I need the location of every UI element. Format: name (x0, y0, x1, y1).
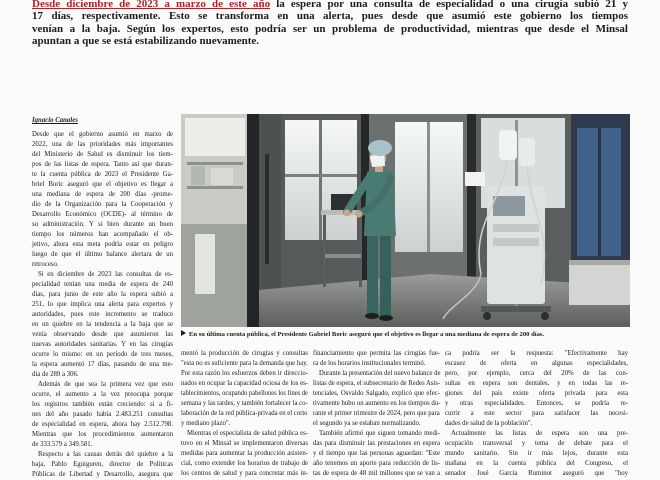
text-line: autoridades, pues este incremento se traduce (32, 311, 173, 318)
hospital-photo-image (181, 114, 630, 327)
text-line: y el tiempo que las personas aguardan: "Este (313, 450, 440, 457)
article-column-2 (181, 349, 308, 479)
text-line: ra de los horarios institucionales terminó. (313, 360, 426, 367)
text-line: mundo sanitario. Sin ir más lejos, durante esta (445, 450, 628, 457)
paragraph (32, 270, 173, 380)
text-line: tiempo los números han acompañado el ob- (32, 231, 173, 238)
text-line: dio de la Organización para la Cooperación y (32, 201, 173, 208)
text-line: 2022, una de las prioridades más importantes (32, 141, 173, 148)
text-line: medidas para aumentar la producción asisten- (181, 450, 308, 457)
text-line: listas de espera, el subsecretario de Redes Asis- (313, 380, 441, 387)
article-lead (32, 0, 628, 47)
byline: Ignacio Canales (32, 117, 78, 124)
text-line: pero, por ejemplo, cerca del 20% de las con- (445, 370, 628, 377)
paragraph (313, 429, 440, 479)
text-line: los centros de salud y para concretar más in- (181, 470, 308, 477)
paragraph (445, 429, 628, 479)
text-line: Si en diciembre de 2023 las consultas de es- (38, 271, 173, 278)
text-line: una mediana de espera de 200 días -prome- (32, 191, 173, 198)
text-line: año tenemos un aporte para reducción de lis- (313, 460, 440, 467)
paragraph (181, 429, 308, 479)
text-line: cial, como extender los horarios de trabajo de (181, 460, 308, 467)
text-line: nes del año pasado había 2.483.251 consultas (32, 411, 173, 418)
text-line: Por esta razón los esfuerzos deben ir direccio- (181, 370, 308, 377)
article-column-1 (32, 130, 173, 480)
text-line: ca podría ser la respuesta: "Efectivamente hay (445, 350, 628, 357)
text-line: También afirmó que siguen tomando medi- (319, 430, 440, 437)
paragraph (313, 369, 440, 429)
paragraph (32, 450, 173, 480)
text-line: jetivo, ahora esta meta podría estar en peligro (32, 241, 173, 248)
text-line: de 333.579 a 349.581. (32, 441, 93, 448)
lead-highlight: Desde diciembre de 2023 a marzo de este año (32, 0, 271, 10)
text-line: ocupación transversal y tema de debate para el (445, 440, 628, 447)
article-column-3 (313, 349, 440, 479)
lead-line: 17 días, respectivamente. Esto se transforma en una alerta, pues desde que asumió este gobierno los tiempos (32, 10, 628, 23)
lead-line: apuntan a que se está estabilizando nuevamente. (32, 34, 260, 47)
text-line: Públicas de Libertad y Desarrollo, asegura que (32, 471, 173, 478)
text-line: tablecimientos, ocupando pabellones los fines de (181, 390, 308, 397)
photo-caption (181, 330, 630, 339)
paragraph (32, 130, 173, 270)
text-line: del Ministerio de Salud es disminuir los tiem- (32, 151, 173, 158)
text-line: Durante la presentación del nuevo balance de (319, 370, 441, 377)
text-line: financiamiento que permita las cirugías fue- (313, 350, 440, 357)
text-line: "esta no es suficiente para la demanda que hay. (181, 360, 308, 367)
text-line: días, para junio de este año la espera subió a (32, 291, 173, 298)
text-line: Mientras el especialista de salud pública es- (187, 430, 308, 437)
text-line: tenciales, Osvaldo Salgado, explicó que efec- (313, 390, 440, 397)
text-line: rante el primer trimestre de 2024, pero que para (313, 410, 440, 417)
paragraph (32, 380, 173, 450)
text-line: currir a este sector para satisfacer las necesi- (445, 410, 628, 417)
text-line: 251, lo que implica una alerta para expertos y (32, 301, 173, 308)
text-line: Desarrollo Económico (OCDE)- al término de (32, 211, 173, 218)
text-line: Mientras que los procedimientos aumentaron (32, 431, 173, 438)
text-line: sultas en espera son dentales, y en todas las re- (445, 380, 628, 387)
text-line: y mediano plazo". (181, 420, 231, 427)
text-line: Respecto a las causas detrás del quiebre a la (38, 451, 173, 458)
text-line: de especialidad en espera, ahora hay 2.512.798. (32, 421, 173, 428)
text-line: nuevas autoridades sanitarias. Y en las cirugías (32, 341, 173, 348)
text-line: los registros también están creciendo: si a fi- (32, 401, 173, 408)
text-line: Desde que el gobierno asumió en marzo de (32, 131, 173, 138)
text-line: Además de que sea la primera vez que esto (38, 381, 173, 388)
text-line: das para disminuir las prestaciones en espera (313, 440, 440, 447)
text-line: dades de salud de la población". (445, 420, 533, 427)
text-line: tuvo en el Minsal se implementaron diversas (181, 440, 308, 447)
text-line: mentó la producción de cirugías y consultas (181, 350, 308, 357)
text-line: briel Boric aseguró que el objetivo es llegar a (32, 181, 173, 188)
caption-text: En su última cuenta pública, el Presidente Gabriel Boric aseguró que el objetivo es llegar a una mediana de espera de 200 días. (189, 331, 545, 338)
text-line: ocurre lo mismo: en un período de tres meses, (32, 351, 173, 358)
text-line: nados en ocupar la capacidad ociosa de los es- (181, 380, 308, 387)
caption-arrow-icon (181, 330, 186, 336)
article-photo (181, 114, 630, 327)
paragraph (313, 349, 440, 369)
text-line: baja, Pablo Eguiguren, director de Políticas (32, 461, 173, 468)
text-line: senador José García Ruminot aseguró que "hoy (445, 470, 628, 477)
text-line: la espera aumentó 17 días, pasando de una me- (32, 361, 173, 368)
text-line: escasez de oferta en algunas especialidades, (445, 360, 628, 367)
article-column-4 (445, 349, 628, 479)
text-line: ocurre, el aumento a la vez preocupa porque (32, 391, 173, 398)
text-line: retroceso. (32, 261, 59, 268)
lead-line-text: la espera por una consulta de especialidad o una cirugía subió 21 y (276, 0, 628, 10)
text-line: pecialidad tenían una media de espera de 240 (32, 281, 173, 288)
text-line: dia de 289 a 306. (32, 371, 79, 378)
paragraph (445, 349, 628, 429)
lead-line: venían a la baja. Según los expertos, esto podría ser un problema de productividad, mientras que desde el Minsal (32, 22, 628, 35)
text-line: el segundo ya se estaban normalizando. (313, 420, 421, 427)
text-line: Actualmente las listas de espera son una pre- (451, 430, 628, 437)
text-line: tivamente hubo un aumento en los tiempos du- (313, 400, 441, 407)
text-line: laboración de la red pública-privada en el corto (181, 410, 308, 417)
text-line: tas de espera de 48 mil millones que se van a (313, 470, 440, 477)
lead-line (32, 0, 628, 10)
text-line: su administración. Y si bien durante un buen (32, 221, 173, 228)
text-line: venía observando desde que asumieron las (32, 331, 173, 338)
text-line: y otras especialidades. Entonces, se podría re- (445, 400, 628, 407)
text-line: en un quiebre en la tendencia a la baja que se (32, 321, 173, 328)
text-line: mañana en la cuenta pública del Congreso, el (445, 460, 628, 467)
paragraph (181, 349, 308, 429)
text-line: semana y las tardes, y también fortalecer la co- (181, 400, 308, 407)
text-line: te la cuenta pública de 2023 el Presidente Ga- (32, 171, 173, 178)
text-line: giones del país existe oferta privada para esta (445, 390, 628, 397)
text-line: luego de que el último balance alertara de un (32, 251, 173, 258)
text-line: pos de las listas de espera. Tanto así que duran- (32, 161, 173, 168)
